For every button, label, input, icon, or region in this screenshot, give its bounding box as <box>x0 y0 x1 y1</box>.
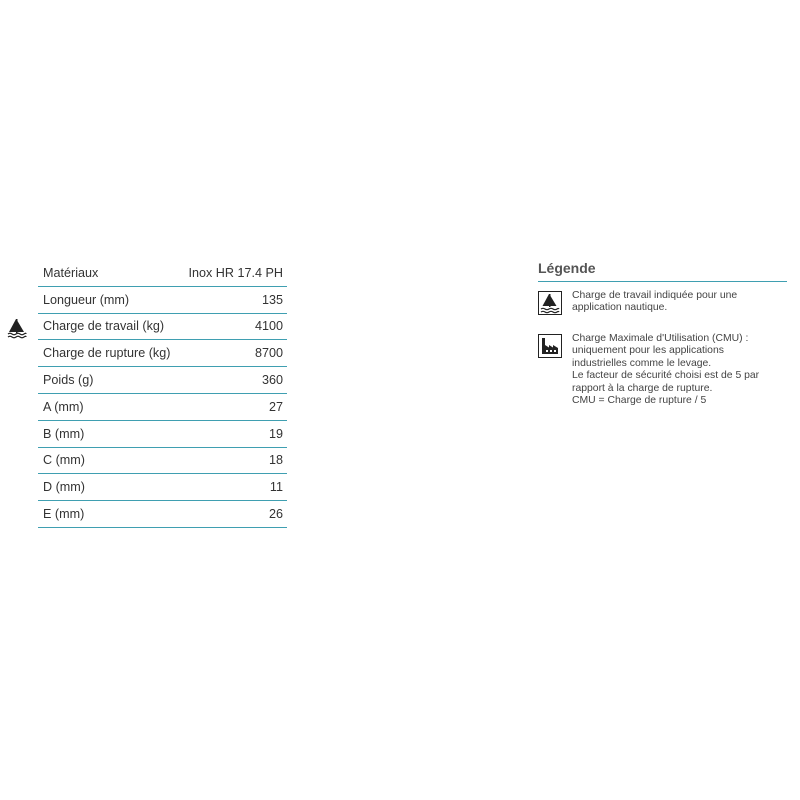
spec-row-d <box>38 474 287 501</box>
spec-label: C (mm) <box>43 453 85 468</box>
legend-line: rapport à la charge de rupture. <box>572 382 713 394</box>
spec-value: 11 <box>269 480 283 495</box>
legend-title: Légende <box>538 260 596 276</box>
spec-value: 135 <box>261 292 283 307</box>
legend-line: uniquement pour les applications <box>572 345 724 357</box>
spec-row-poids <box>38 367 287 394</box>
spec-value: Inox HR 17.4 PH <box>188 265 283 280</box>
spec-value: 360 <box>261 373 283 388</box>
legend-panel <box>538 260 788 407</box>
spec-label: Longueur (mm) <box>43 292 130 307</box>
spec-row-materiaux <box>38 260 287 287</box>
spec-value: 26 <box>268 507 283 522</box>
spec-table <box>38 260 287 528</box>
spec-row-c <box>38 448 287 475</box>
spec-value: 19 <box>268 426 283 441</box>
legend-text-nautical <box>572 290 737 315</box>
legend-item-industrial <box>538 333 788 407</box>
spec-label: Poids (g) <box>43 373 94 388</box>
spec-row-a <box>38 394 287 421</box>
spec-row-e <box>38 501 287 528</box>
spec-row-longueur <box>38 287 287 314</box>
spec-label: Charge de travail (kg) <box>43 319 165 334</box>
legend-line: Charge de travail indiquée pour une <box>572 290 738 301</box>
legend-divider <box>538 281 787 282</box>
spec-value: 4100 <box>254 319 283 334</box>
spec-label: D (mm) <box>43 480 85 495</box>
spec-row-charge-rupture <box>38 340 287 367</box>
sailboat-icon <box>6 317 28 339</box>
spec-label: B (mm) <box>43 426 85 441</box>
spec-label: A (mm) <box>43 399 84 414</box>
spec-value: 27 <box>268 399 283 414</box>
legend-line: industrielles comme le levage. <box>572 357 712 369</box>
factory-icon <box>538 334 562 358</box>
legend-line: Charge Maximale d'Utilisation (CMU) : <box>572 333 749 344</box>
spec-row-charge-travail <box>38 314 287 341</box>
legend-line: application nautique. <box>572 302 668 314</box>
spec-value: 18 <box>268 453 283 468</box>
sailboat-icon <box>538 291 562 315</box>
legend-line: Le facteur de sécurité choisi est de 5 par <box>572 370 760 382</box>
spec-label: Charge de rupture (kg) <box>43 346 171 361</box>
spec-label: E (mm) <box>43 507 85 522</box>
spec-value: 8700 <box>254 346 283 361</box>
spec-row-b <box>38 421 287 448</box>
legend-line: CMU = Charge de rupture / 5 <box>572 395 707 407</box>
spec-label: Matériaux <box>43 265 99 280</box>
legend-text-industrial <box>572 333 759 407</box>
legend-item-nautical <box>538 290 788 315</box>
